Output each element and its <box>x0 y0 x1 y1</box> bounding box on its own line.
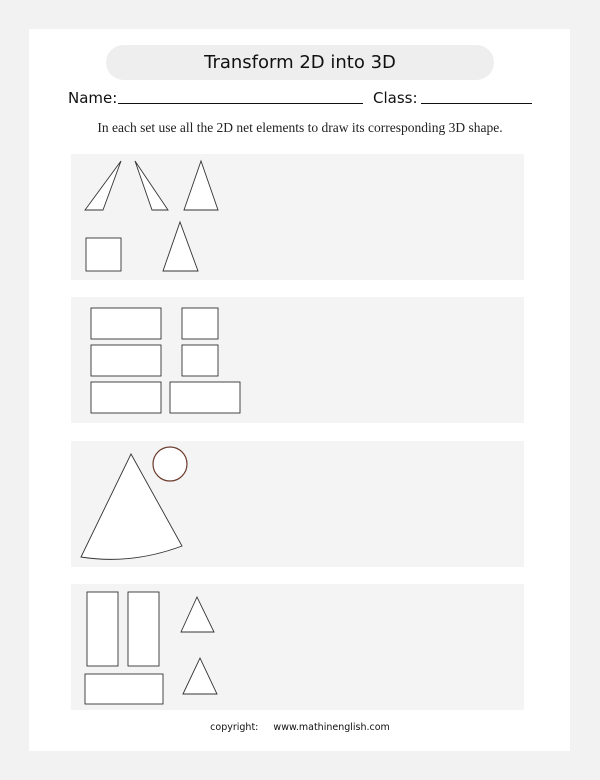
name-label: Name: <box>68 89 118 107</box>
triangle-shape <box>181 597 214 632</box>
set-panel-1 <box>71 154 524 280</box>
set-panel-2 <box>71 297 524 423</box>
copyright-label: copyright: <box>210 722 259 733</box>
instruction-text: In each set use all the 2D net elements to draw its corresponding 3D shape. <box>97 120 503 135</box>
rectangle-shape <box>170 382 240 413</box>
site-link[interactable]: www.mathinenglish.com <box>273 722 390 733</box>
triangle-shape <box>163 222 198 271</box>
rectangle-shape <box>87 592 118 666</box>
set-panel-4 <box>71 584 524 710</box>
name-write-line[interactable] <box>118 103 363 104</box>
rectangle-shape <box>91 345 161 376</box>
set-3-shapes <box>71 441 524 567</box>
rectangle-shape <box>85 674 163 704</box>
square-shape <box>182 308 218 339</box>
class-label: Class: <box>373 89 418 107</box>
set-4-shapes <box>71 584 524 710</box>
square-shape <box>182 345 218 376</box>
circle-shape <box>153 447 187 481</box>
set-panel-3 <box>71 441 524 567</box>
class-write-line[interactable] <box>421 103 532 104</box>
triangle-shape <box>184 161 218 210</box>
set-1-shapes <box>71 154 524 280</box>
title-text: Transform 2D into 3D <box>204 52 396 73</box>
triangle-shape <box>135 161 168 210</box>
rectangle-shape <box>91 382 161 413</box>
rectangle-shape <box>91 308 161 339</box>
name-class-row <box>68 89 117 107</box>
worksheet-title <box>106 45 494 80</box>
rectangle-shape <box>128 592 159 666</box>
triangle-shape <box>85 161 121 210</box>
set-2-shapes <box>71 297 524 423</box>
square-shape <box>86 238 121 271</box>
class-label-wrap <box>373 89 418 107</box>
triangle-shape <box>183 658 217 694</box>
footer <box>0 722 600 733</box>
